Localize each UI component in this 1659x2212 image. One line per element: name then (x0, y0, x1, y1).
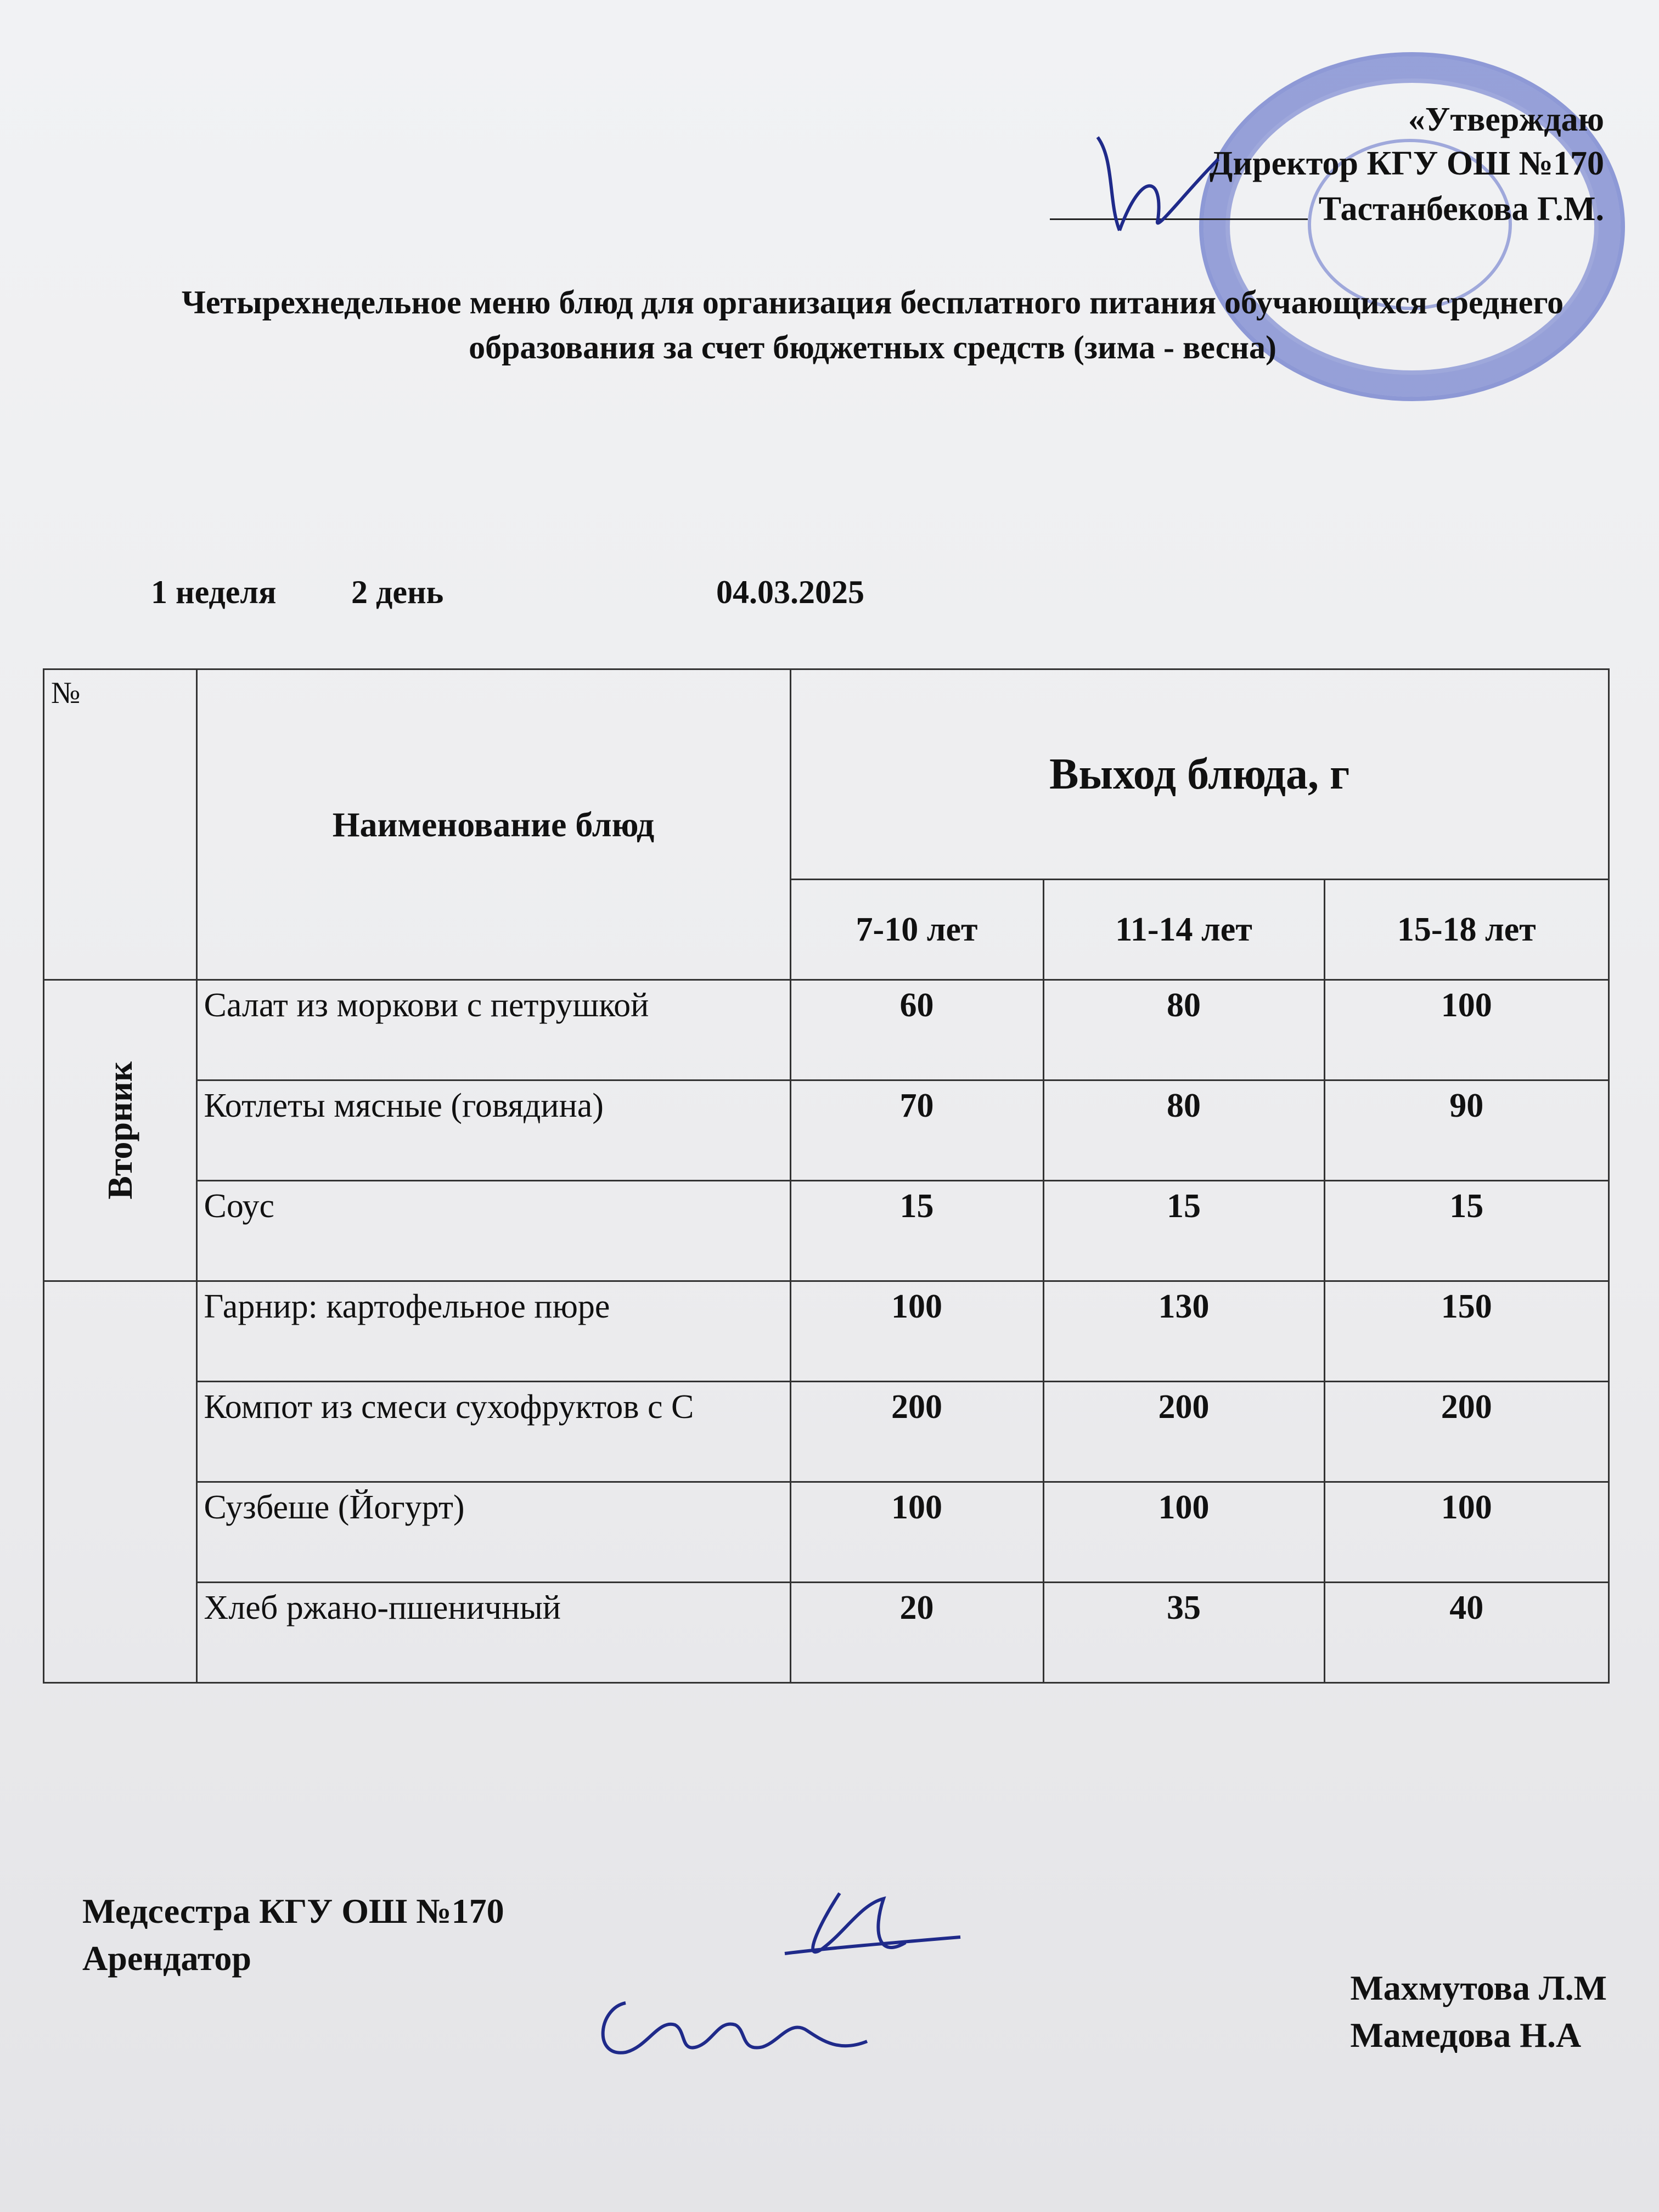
tenant-name: Мамедова Н.А (1350, 2016, 1582, 2055)
weekday-cell (44, 980, 197, 1281)
portion-11-14: 15 (1043, 1181, 1324, 1281)
portion-7-10: 200 (790, 1382, 1043, 1482)
dish-name: Котлеты мясные (говядина) (196, 1080, 790, 1181)
portion-7-10: 20 (790, 1583, 1043, 1683)
portion-11-14: 130 (1043, 1281, 1324, 1382)
portion-11-14: 100 (1043, 1482, 1324, 1583)
day-label: 2 день (351, 574, 444, 610)
menu-date: 04.03.2025 (716, 574, 864, 610)
signature-right-block (1350, 1965, 1607, 2059)
tenant-title: Арендатор (82, 1939, 251, 1978)
portion-7-10: 60 (790, 980, 1043, 1080)
table-row (44, 1382, 1609, 1482)
age-11-14: 11-14 лет (1043, 880, 1324, 980)
portion-7-10: 15 (790, 1181, 1043, 1281)
portion-15-18: 150 (1324, 1281, 1609, 1382)
portion-11-14: 80 (1043, 1080, 1324, 1181)
portion-15-18: 200 (1324, 1382, 1609, 1482)
dish-name: Салат из моркови с петрушкой (196, 980, 790, 1080)
weekday-label: Вторник (100, 1061, 139, 1200)
col-number-header: № (44, 669, 197, 980)
table-row (44, 1181, 1609, 1281)
portion-7-10: 70 (790, 1080, 1043, 1181)
approval-line1: «Утверждаю (1408, 101, 1604, 138)
portion-7-10: 100 (790, 1482, 1043, 1583)
table-row (44, 1482, 1609, 1583)
portion-7-10: 100 (790, 1281, 1043, 1382)
table-header-row (44, 669, 1609, 880)
signature-left-block (82, 1888, 504, 1982)
col-output-header: Выход блюда, г (790, 669, 1609, 880)
portion-15-18: 100 (1324, 1482, 1609, 1583)
nurse-name: Махмутова Л.М (1350, 1968, 1607, 2007)
page-title: Четырехнедельное меню блюд для организация бесплатного питания обучающихся среднего образования за счет бюджетных средств (зима - весна) (181, 284, 1564, 365)
week-label: 1 неделя (151, 574, 277, 610)
portion-15-18: 100 (1324, 980, 1609, 1080)
dish-name: Сузбеше (Йогурт) (196, 1482, 790, 1583)
table-row (44, 1583, 1609, 1683)
dish-name: Компот из смеси сухофруктов с С (196, 1382, 790, 1482)
table-row (44, 980, 1609, 1080)
age-15-18: 15-18 лет (1324, 880, 1609, 980)
col-name-header: Наименование блюд (196, 669, 790, 980)
approval-line3: Тастанбекова Г.М. (1318, 190, 1604, 228)
menu-table (43, 668, 1610, 1684)
portion-15-18: 15 (1324, 1181, 1609, 1281)
dish-name: Соус (196, 1181, 790, 1281)
weekday-cell-empty (44, 1281, 197, 1683)
nurse-title: Медсестра КГУ ОШ №170 (82, 1892, 504, 1930)
tenant-signature (582, 1975, 889, 2085)
portion-11-14: 35 (1043, 1583, 1324, 1683)
age-7-10: 7-10 лет (790, 880, 1043, 980)
table-row (44, 1080, 1609, 1181)
director-signature (1076, 126, 1240, 247)
portion-11-14: 200 (1043, 1382, 1324, 1482)
table-row (44, 1281, 1609, 1382)
portion-11-14: 80 (1043, 980, 1324, 1080)
approval-line2: Директор КГУ ОШ №170 (1209, 145, 1604, 182)
portion-15-18: 40 (1324, 1583, 1609, 1683)
dish-name: Хлеб ржано-пшеничный (196, 1583, 790, 1683)
dish-name: Гарнир: картофельное пюре (196, 1281, 790, 1382)
portion-15-18: 90 (1324, 1080, 1609, 1181)
